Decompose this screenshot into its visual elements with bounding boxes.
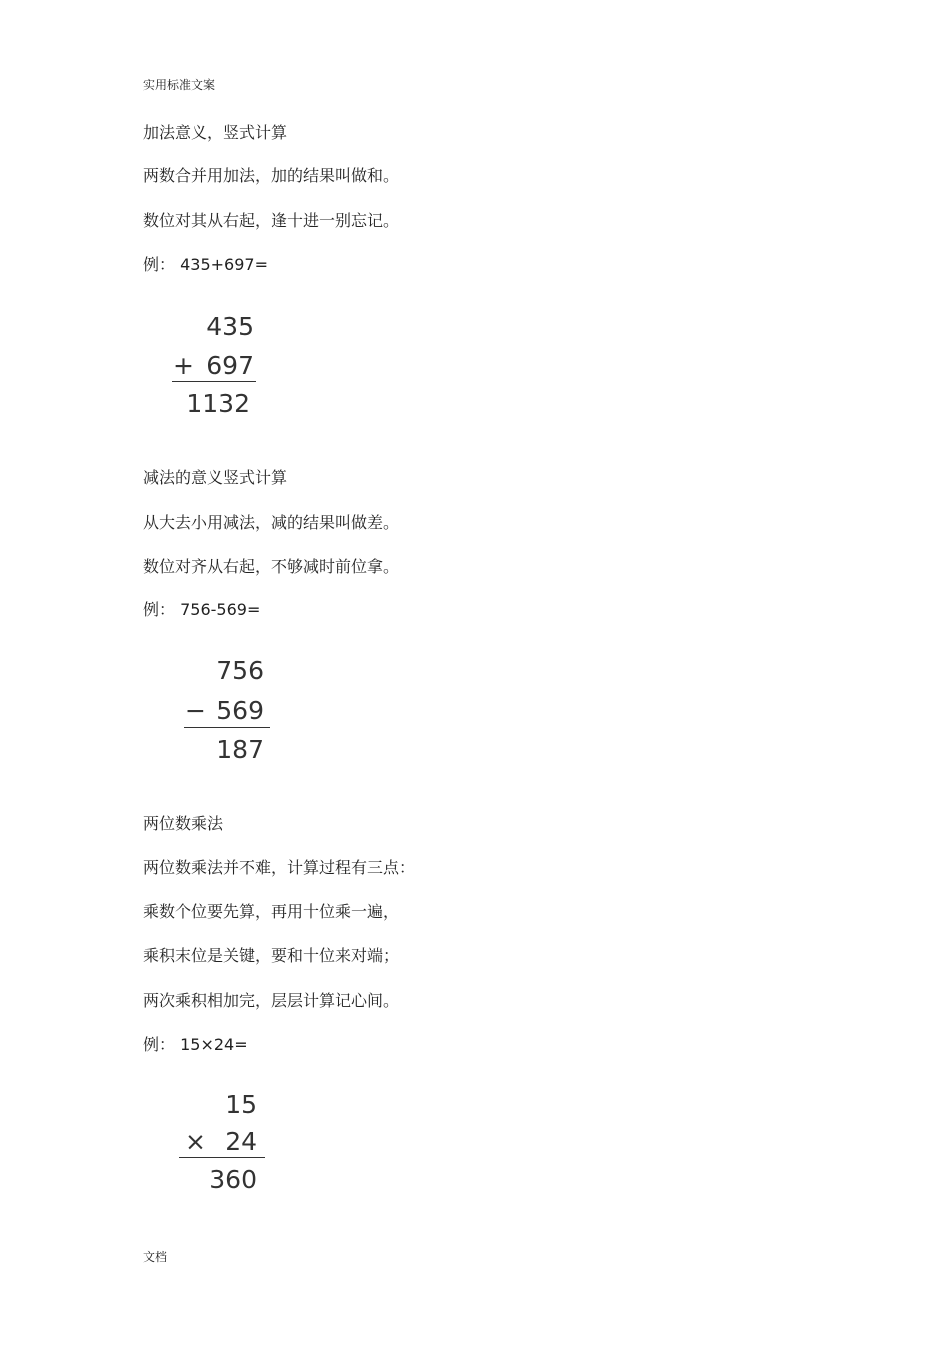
multiplication-rule-2: 乘数个位要先算，再用十位乘一遍， xyxy=(143,902,400,921)
addition-vertical-calc xyxy=(170,312,260,422)
calc-rule-line xyxy=(184,727,270,728)
subtraction-rule-1: 从大去小用减法，减的结果叫做差。 xyxy=(143,513,400,532)
addition-example: 例： 435+697= xyxy=(143,255,268,274)
calc-bottom-number: 24 xyxy=(225,1127,257,1156)
subtraction-vertical-calc xyxy=(182,656,274,768)
page-header: 实用标准文案 xyxy=(143,78,216,92)
calc-result: 1132 xyxy=(186,389,250,418)
multiplication-rule-3: 乘积末位是关键，要和十位来对端； xyxy=(143,946,400,965)
page-footer: 文档 xyxy=(143,1250,168,1264)
minus-operator: − xyxy=(185,696,206,725)
multiplication-title: 两位数乘法 xyxy=(143,814,224,833)
multiplication-vertical-calc xyxy=(177,1090,269,1200)
calc-rule-line xyxy=(179,1157,265,1158)
subtraction-rule-2: 数位对齐从右起，不够减时前位拿。 xyxy=(143,557,400,576)
calc-bottom-number: 697 xyxy=(206,351,254,380)
multiplication-example: 例： 15×24= xyxy=(143,1035,248,1054)
calc-top-number: 756 xyxy=(216,656,264,685)
calc-result: 360 xyxy=(209,1165,257,1194)
calc-top-number: 15 xyxy=(225,1090,257,1119)
addition-title: 加法意义，竖式计算 xyxy=(143,123,288,142)
addition-rule-1: 两数合并用加法，加的结果叫做和。 xyxy=(143,166,400,185)
multiplication-rule-4: 两次乘积相加完，层层计算记心间。 xyxy=(143,991,400,1010)
addition-rule-2: 数位对其从右起，逢十进一别忘记。 xyxy=(143,211,400,230)
plus-operator: + xyxy=(173,351,194,380)
subtraction-example: 例： 756-569= xyxy=(143,600,261,619)
calc-bottom-number: 569 xyxy=(216,696,264,725)
calc-result: 187 xyxy=(216,735,264,764)
times-operator: × xyxy=(185,1127,206,1156)
calc-top-number: 435 xyxy=(206,312,254,341)
subtraction-title: 减法的意义竖式计算 xyxy=(143,468,288,487)
multiplication-rule-1: 两位数乘法并不难，计算过程有三点： xyxy=(143,858,416,877)
calc-rule-line xyxy=(172,381,256,382)
